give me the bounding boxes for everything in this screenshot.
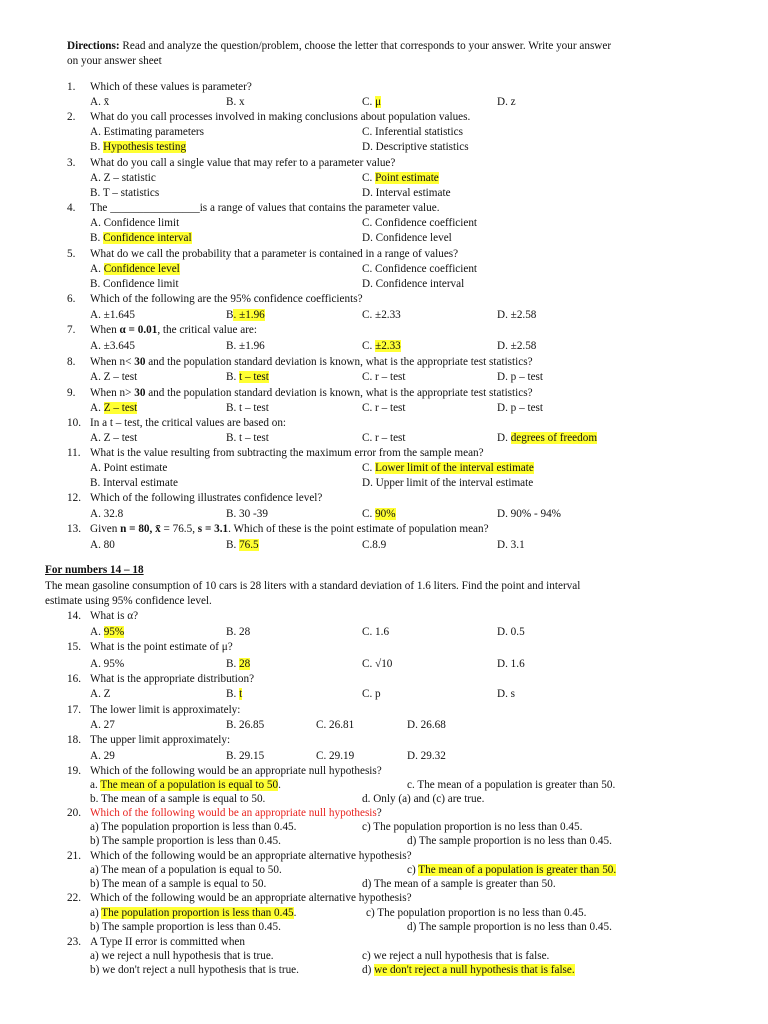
q23-option-a: a) we reject a null hypothesis that is true. bbox=[90, 950, 274, 962]
q11-answer-highlight: Lower limit of the interval estimate bbox=[375, 462, 534, 474]
q21-option-c: c) The mean of a population is greater than 50. bbox=[407, 864, 617, 876]
q18-text: The upper limit approximately: bbox=[90, 734, 231, 746]
q9-option-d: D. p – test bbox=[497, 402, 543, 414]
q13-answer-highlight: 76.5 bbox=[239, 539, 259, 551]
q19-option-d: d. Only (a) and (c) are true. bbox=[362, 793, 485, 805]
q11-option-d: D. Upper limit of the interval estimate bbox=[362, 477, 534, 489]
section-text-line1: The mean gasoline consumption of 10 cars is 28 liters with a standard deviation of 1.6 liters. Find the point and interval bbox=[45, 580, 581, 592]
q17-number: 17. bbox=[67, 704, 81, 716]
q4-option-b: B. Confidence interval bbox=[90, 232, 192, 244]
q6-option-c: C. ±2.33 bbox=[362, 309, 401, 321]
section-heading: For numbers 14 – 18 bbox=[45, 564, 144, 576]
q22-option-b: b) The sample proportion is less than 0.45. bbox=[90, 921, 281, 933]
q4-option-a: A. Confidence limit bbox=[90, 217, 180, 229]
q2-number: 2. bbox=[67, 111, 76, 123]
q14-option-a: A. 95% bbox=[90, 626, 125, 638]
q23-number: 23. bbox=[67, 936, 81, 948]
q14-option-d: D. 0.5 bbox=[497, 626, 525, 638]
q2-option-b: B. Hypothesis testing bbox=[90, 141, 187, 153]
directions-label: Directions: bbox=[67, 40, 120, 52]
q18-number: 18. bbox=[67, 734, 81, 746]
q14-option-c: C. 1.6 bbox=[362, 626, 390, 638]
q23-option-c: c) we reject a null hypothesis that is false. bbox=[362, 950, 550, 962]
q9-answer-highlight: Z – test bbox=[103, 402, 138, 414]
q12-option-c: C. 90% bbox=[362, 508, 396, 520]
q3-number: 3. bbox=[67, 157, 76, 169]
q12-answer-highlight: 90% bbox=[375, 508, 396, 520]
q16-option-b: B. t bbox=[226, 688, 243, 700]
q8-text: When n< 30 and the population standard deviation is known, what is the appropriate test statistics? bbox=[90, 356, 533, 368]
q7-option-d: D. ±2.58 bbox=[497, 340, 537, 352]
q2-option-a: A. Estimating parameters bbox=[90, 126, 205, 138]
q23-option-d: d) we don't reject a null hypothesis that is false. bbox=[362, 964, 575, 976]
q21-number: 21. bbox=[67, 850, 81, 862]
q15-option-d: D. 1.6 bbox=[497, 658, 525, 670]
q19-option-b: b. The mean of a sample is equal to 50. bbox=[90, 793, 266, 805]
q17-option-a: A. 27 bbox=[90, 719, 115, 731]
q9-text: When n> 30 and the population standard deviation is known, what is the appropriate test statistics? bbox=[90, 387, 533, 399]
q14-text: What is α? bbox=[90, 610, 139, 622]
q10-option-a: A. Z – test bbox=[90, 432, 138, 444]
q6-answer-highlight: . ±1.96 bbox=[233, 309, 265, 321]
q12-number: 12. bbox=[67, 492, 81, 504]
q5-option-d: D. Confidence interval bbox=[362, 278, 465, 290]
q15-text: What is the point estimate of μ? bbox=[90, 641, 233, 653]
q20-option-b: b) The sample proportion is less than 0.45. bbox=[90, 835, 281, 847]
q8-number: 8. bbox=[67, 356, 76, 368]
q11-option-a: A. Point estimate bbox=[90, 462, 168, 474]
q13-option-b: B. 76.5 bbox=[226, 539, 259, 551]
q13-option-d: D. 3.1 bbox=[497, 539, 525, 551]
q21-text: Which of the following would be an appropriate alternative hypothesis? bbox=[90, 850, 412, 862]
q2-option-c: C. Inferential statistics bbox=[362, 126, 463, 138]
q15-answer-highlight: 28 bbox=[239, 658, 251, 670]
q1-answer-highlight: μ bbox=[375, 96, 382, 108]
q8-option-b: B. t – test bbox=[226, 371, 269, 383]
q5-option-c: C. Confidence coefficient bbox=[362, 263, 478, 275]
q17-text: The lower limit is approximately: bbox=[90, 704, 241, 716]
q16-option-c: C. p bbox=[362, 688, 381, 700]
q20-text: Which of the following would be an appropriate null hypothesis? bbox=[90, 807, 382, 819]
q12-option-b: B. 30 -39 bbox=[226, 508, 268, 520]
q3-text: What do you call a single value that may refer to a parameter value? bbox=[90, 157, 396, 169]
q8-option-a: A. Z – test bbox=[90, 371, 138, 383]
q7-option-a: A. ±3.645 bbox=[90, 340, 135, 352]
q6-option-d: D. ±2.58 bbox=[497, 309, 537, 321]
q2-text: What do you call processes involved in making conclusions about population values. bbox=[90, 111, 471, 123]
q6-text: Which of the following are the 95% confidence coefficients? bbox=[90, 293, 363, 305]
q10-option-c: C. r – test bbox=[362, 432, 406, 444]
q11-option-b: B. Interval estimate bbox=[90, 477, 178, 489]
q21-option-d: d) The mean of a sample is greater than 50. bbox=[362, 878, 556, 890]
q15-option-a: A. 95% bbox=[90, 658, 125, 670]
q10-number: 10. bbox=[67, 417, 81, 429]
q12-option-d: D. 90% - 94% bbox=[497, 508, 562, 520]
q21-option-a: a) The mean of a population is equal to 50. bbox=[90, 864, 282, 876]
directions-line1: Directions: Read and analyze the question/problem, choose the letter that corresponds to your answer. Write your answer bbox=[67, 40, 612, 52]
q7-number: 7. bbox=[67, 324, 76, 336]
q19-text: Which of the following would be an appropriate null hypothesis? bbox=[90, 765, 382, 777]
q23-text: A Type II error is committed when bbox=[90, 936, 245, 948]
q16-answer-highlight: t bbox=[239, 688, 243, 700]
q5-number: 5. bbox=[67, 248, 76, 260]
q15-option-c: C. √10 bbox=[362, 658, 393, 670]
q1-option-b: B. x bbox=[226, 96, 245, 108]
q15-option-b: B. 28 bbox=[226, 658, 251, 670]
q22-text: Which of the following would be an appropriate alternative hypothesis? bbox=[90, 892, 412, 904]
q19-option-c: c. The mean of a population is greater than 50. bbox=[407, 779, 616, 791]
q6-option-a: A. ±1.645 bbox=[90, 309, 135, 321]
q22-answer-highlight: The population proportion is less than 0.45 bbox=[101, 907, 294, 919]
q12-text: Which of the following illustrates confidence level? bbox=[90, 492, 323, 504]
q13-number: 13. bbox=[67, 523, 81, 535]
q19-number: 19. bbox=[67, 765, 81, 777]
q18-option-c: C. 29.19 bbox=[316, 750, 355, 762]
q16-text: What is the appropriate distribution? bbox=[90, 673, 255, 685]
q3-option-b: B. T – statistics bbox=[90, 187, 160, 199]
q4-number: 4. bbox=[67, 202, 76, 214]
q1-option-c: C. μ bbox=[362, 96, 382, 108]
q19-option-a: a. The mean of a population is equal to 50. bbox=[90, 779, 281, 791]
q11-option-c: C. Lower limit of the interval estimate bbox=[362, 462, 534, 474]
q14-number: 14. bbox=[67, 610, 81, 622]
q5-text: What do we call the probability that a parameter is contained in a range of values? bbox=[90, 248, 459, 260]
q14-option-b: B. 28 bbox=[226, 626, 251, 638]
q1-option-d: D. z bbox=[497, 96, 516, 108]
q6-number: 6. bbox=[67, 293, 76, 305]
q21-option-b: b) The mean of a sample is equal to 50. bbox=[90, 878, 267, 890]
q7-answer-highlight: ±2.33 bbox=[375, 340, 401, 352]
q10-answer-highlight: degrees of freedom bbox=[510, 432, 598, 444]
q7-option-c: C. ±2.33 bbox=[362, 340, 401, 352]
q23-option-b: b) we don't reject a null hypothesis that is true. bbox=[90, 964, 299, 976]
q5-option-b: B. Confidence limit bbox=[90, 278, 179, 290]
section-text-line2: estimate using 95% confidence level. bbox=[45, 595, 212, 607]
q16-option-a: A. Z bbox=[90, 688, 111, 700]
q17-option-b: B. 26.85 bbox=[226, 719, 265, 731]
q19-answer-highlight: The mean of a population is equal to 50 bbox=[100, 779, 279, 791]
q2-option-d: D. Descriptive statistics bbox=[362, 141, 469, 153]
q1-number: 1. bbox=[67, 81, 76, 93]
q3-option-a: A. Z – statistic bbox=[90, 172, 156, 184]
q5-answer-highlight: Confidence level bbox=[103, 263, 180, 275]
q22-option-c: c) The population proportion is no less than 0.45. bbox=[366, 907, 587, 919]
q3-option-d: D. Interval estimate bbox=[362, 187, 451, 199]
directions-line2: on your answer sheet bbox=[67, 55, 162, 67]
q18-option-b: B. 29.15 bbox=[226, 750, 265, 762]
q13-option-c: C.8.9 bbox=[362, 539, 387, 551]
q16-option-d: D. s bbox=[497, 688, 516, 700]
q10-text: In a t – test, the critical values are based on: bbox=[90, 417, 287, 429]
q20-option-c: c) The population proportion is no less than 0.45. bbox=[362, 821, 583, 833]
q3-answer-highlight: Point estimate bbox=[375, 172, 439, 184]
q1-text: Which of these values is parameter? bbox=[90, 81, 252, 93]
q6-option-b: B. ±1.96 bbox=[226, 309, 265, 321]
q9-option-b: B. t – test bbox=[226, 402, 269, 414]
q11-text: What is the value resulting from subtracting the maximum error from the sample mean? bbox=[90, 447, 484, 459]
q9-option-c: C. r – test bbox=[362, 402, 406, 414]
q3-option-c: C. Point estimate bbox=[362, 172, 439, 184]
q1-option-a: A. x̄ bbox=[90, 96, 110, 108]
q23-answer-highlight: we don't reject a null hypothesis that is false. bbox=[374, 964, 575, 976]
q7-text: When α = 0.01, the critical value are: bbox=[90, 324, 258, 336]
q22-option-a: a) The population proportion is less than 0.45. bbox=[90, 907, 297, 919]
q22-number: 22. bbox=[67, 892, 81, 904]
q10-option-b: B. t – test bbox=[226, 432, 269, 444]
q17-option-c: C. 26.81 bbox=[316, 719, 355, 731]
q20-option-a: a) The population proportion is less than 0.45. bbox=[90, 821, 297, 833]
q21-answer-highlight: The mean of a population is greater than 50. bbox=[418, 864, 617, 876]
q8-option-c: C. r – test bbox=[362, 371, 406, 383]
q11-number: 11. bbox=[67, 447, 81, 459]
q20-option-d: d) The sample proportion is no less than 0.45. bbox=[407, 835, 612, 847]
q4-option-d: D. Confidence level bbox=[362, 232, 452, 244]
q15-number: 15. bbox=[67, 641, 81, 653]
q2-answer-highlight: Hypothesis testing bbox=[103, 141, 187, 153]
q18-option-a: A. 29 bbox=[90, 750, 115, 762]
q7-option-b: B. ±1.96 bbox=[226, 340, 265, 352]
q8-option-d: D. p – test bbox=[497, 371, 543, 383]
q14-answer-highlight: 95% bbox=[103, 626, 125, 638]
q22-option-d: d) The sample proportion is no less than 0.45. bbox=[407, 921, 612, 933]
q9-option-a: A. Z – test bbox=[90, 402, 138, 414]
q4-text: The ________________is a range of values that contains the parameter value. bbox=[90, 202, 440, 214]
q12-option-a: A. 32.8 bbox=[90, 508, 124, 520]
q5-option-a: A. Confidence level bbox=[90, 263, 180, 275]
q4-answer-highlight: Confidence interval bbox=[103, 232, 192, 244]
q17-option-d: D. 26.68 bbox=[407, 719, 446, 731]
q10-option-d: D. degrees of freedom bbox=[497, 432, 598, 444]
q18-option-d: D. 29.32 bbox=[407, 750, 446, 762]
q20-number: 20. bbox=[67, 807, 81, 819]
q13-text: Given n = 80, x̄ = 76.5, s = 3.1. Which of these is the point estimate of population mean? bbox=[90, 523, 489, 535]
q4-option-c: C. Confidence coefficient bbox=[362, 217, 478, 229]
q9-number: 9. bbox=[67, 387, 76, 399]
q16-number: 16. bbox=[67, 673, 81, 685]
q13-option-a: A. 80 bbox=[90, 539, 115, 551]
q8-answer-highlight: t – test bbox=[239, 371, 269, 383]
